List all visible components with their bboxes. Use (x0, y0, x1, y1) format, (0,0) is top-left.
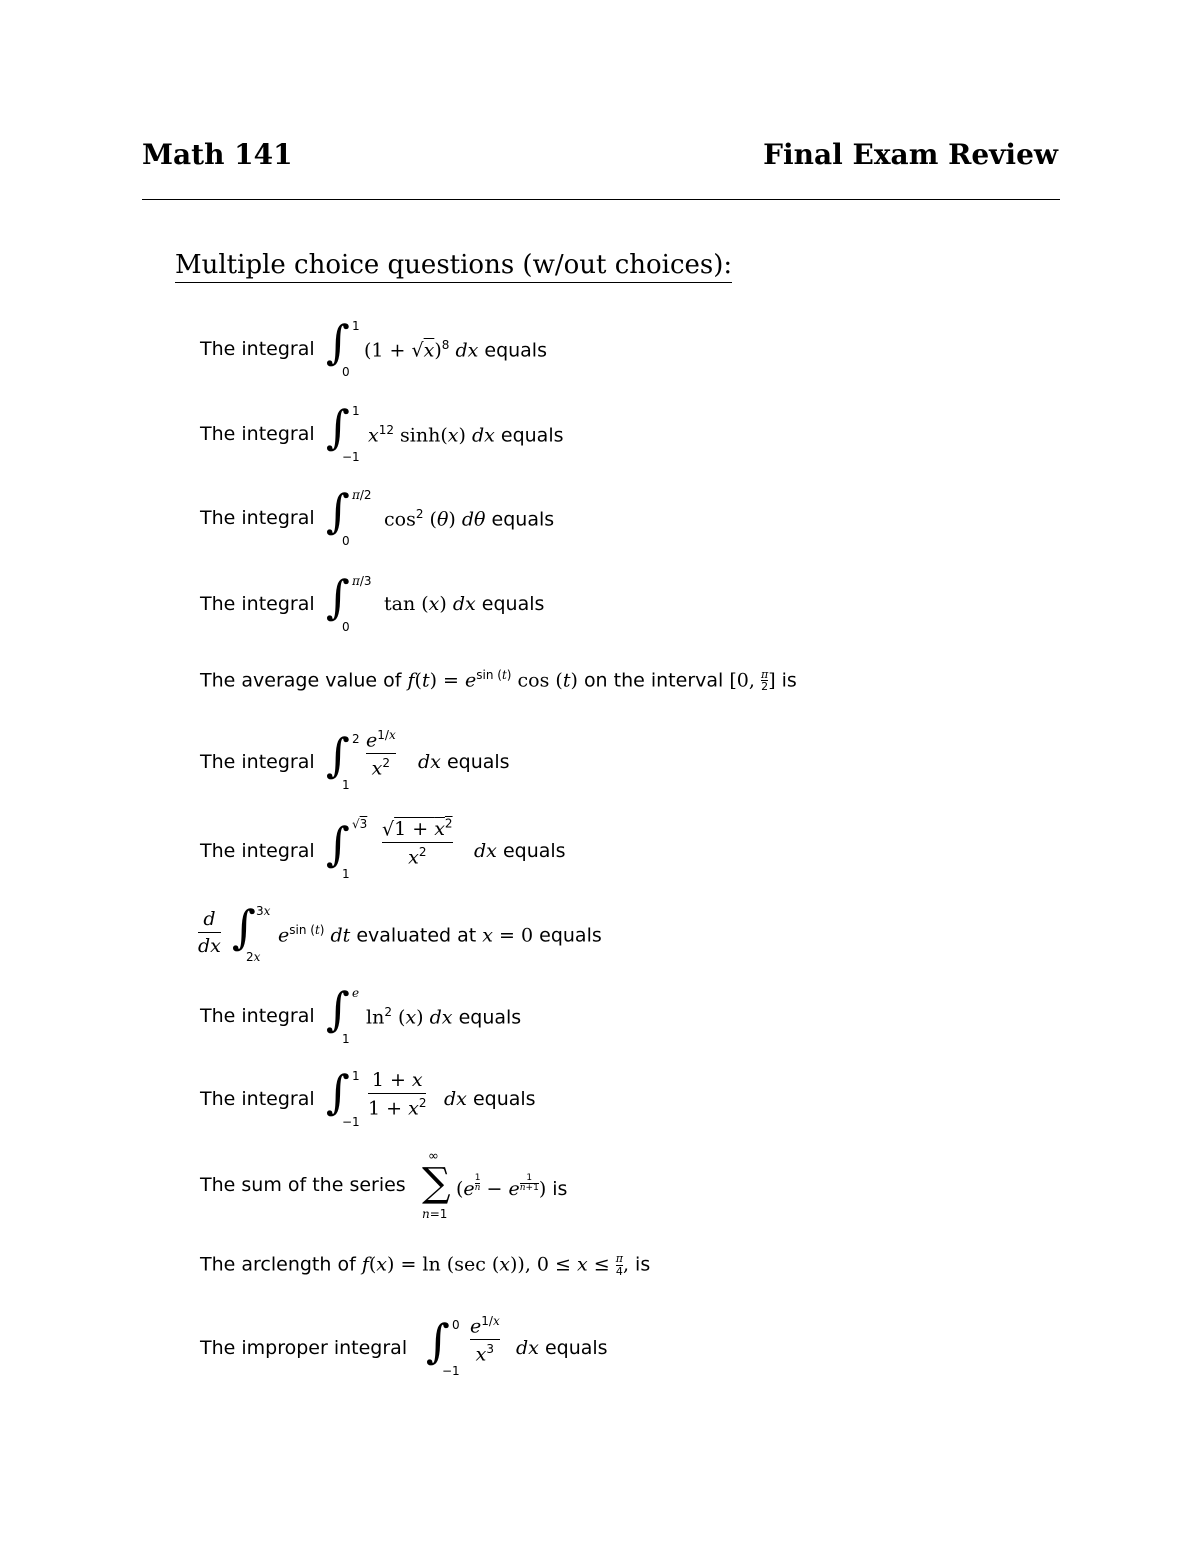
question-text: The sum of the series (200, 1174, 406, 1196)
section-heading: Multiple choice questions (w/out choices): (175, 250, 732, 283)
integral-sign: ∫ (326, 1065, 350, 1119)
question-text: The integral (200, 1005, 315, 1027)
question-text: The improper integral (200, 1337, 408, 1359)
integral-sign: ∫ (326, 400, 350, 454)
integral-sign: ∫ (326, 982, 350, 1036)
integral-sign: ∫ (326, 315, 350, 369)
question-text: $e^{sin (t)}$ dt evaluated at x = 0 equals (278, 923, 602, 947)
sum-sign: ∑ (422, 1160, 451, 1206)
question-text: The integral (200, 1088, 315, 1110)
question-text: The arclength of f(x) = ln (sec (x)), 0 ≤ x ≤ π 4, is (200, 1252, 651, 1278)
integral-sign: ∫ (426, 1314, 450, 1368)
question-text: The integral (200, 751, 315, 773)
integral-sign: ∫ (326, 817, 350, 871)
question-text: The integral (200, 507, 315, 529)
document-title: Final Exam Review (763, 138, 1058, 171)
course-title: Math 141 (142, 138, 293, 171)
integral-sign: ∫ (326, 484, 350, 538)
question-text: The average value of $f(t) = e^{sin (t)}$ cos (t) on the interval [0, π 2] is (200, 667, 797, 694)
integral-sign: ∫ (326, 728, 350, 782)
question-text: The integral (200, 593, 315, 615)
header-rule (142, 199, 1060, 200)
integral-sign: ∫ (326, 570, 350, 624)
question-text: The integral (200, 338, 315, 360)
question-text: The integral (200, 423, 315, 445)
question-text: The integral (200, 840, 315, 862)
integral-sign: ∫ (232, 900, 256, 954)
